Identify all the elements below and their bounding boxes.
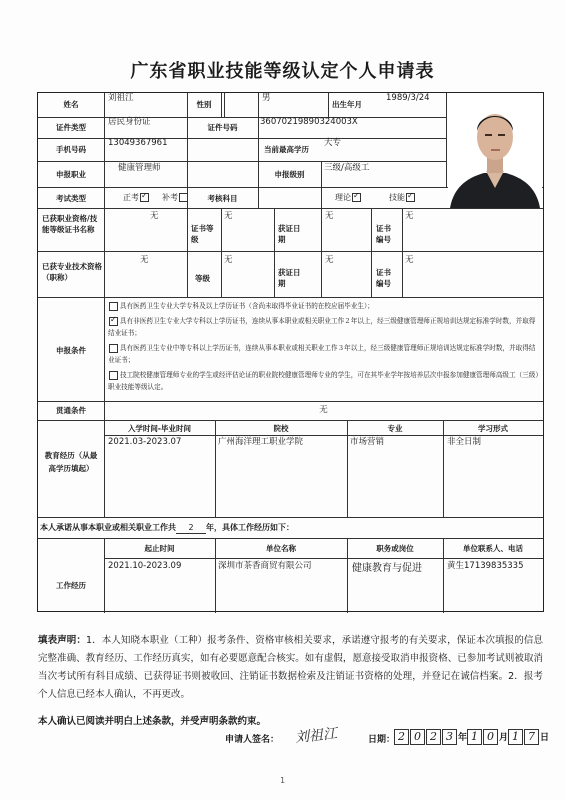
work-row-period: 2021.10-2023.09 [108, 561, 182, 571]
year-digit-3[interactable]: 2 [426, 729, 441, 745]
condition-checkbox[interactable] [109, 371, 118, 380]
work-header-position: 职务或岗位 [376, 544, 414, 553]
birth-value: 1989/3/24 [386, 93, 430, 103]
work-row-company: 深圳市茶香商贸有限公司 [218, 561, 312, 571]
cert-no-value: 无 [405, 211, 414, 221]
work-commitment: 本人承诺从事本职业或相关职业工作共 2 年，具体工作经历如下： [40, 523, 294, 532]
vocational-cert-label: 已获职业资格/技能等级证书名称 [42, 214, 98, 234]
penetration-value: 无 [319, 405, 328, 415]
edu-header-major: 专业 [387, 424, 403, 433]
day-digit-1[interactable]: 1 [508, 729, 523, 745]
tech-grade-value: 无 [224, 255, 233, 265]
day-digit-2[interactable]: 7 [524, 729, 539, 745]
exam-retake[interactable]: 补考 [162, 192, 188, 203]
cert-date-label: 获证日期 [278, 224, 301, 244]
date-label: 日期： [368, 735, 396, 745]
level-value: 三级/高级工 [324, 163, 370, 173]
edu-row-major: 市场营销 [350, 437, 385, 447]
work-row-contact: 黄生17139835335 [447, 561, 524, 571]
occupation-value: 健康管理师 [118, 163, 161, 173]
edu-row-period: 2021.03-2023.07 [108, 437, 182, 447]
regular-checkbox[interactable] [140, 193, 149, 202]
id-type-label: 证件类型 [56, 123, 86, 132]
work-history-label: 工作经历 [56, 581, 86, 590]
form-title: 广东省职业技能等级认定个人申请表 [130, 61, 435, 82]
gender-label: 性别 [196, 100, 212, 109]
signature-label: 申请人签名： [225, 735, 280, 745]
education-history-label: 教育经历（从最高学历填起） [44, 451, 98, 473]
subject-theory[interactable]: 理论✓ [335, 192, 361, 203]
tech-date-value: 无 [325, 255, 334, 265]
declaration-confirm: 本人确认已阅读并明白上述条款，并受声明条款约束。 [38, 716, 267, 727]
conditions-list [108, 300, 540, 396]
work-years[interactable]: 2 [176, 522, 206, 534]
condition-checkbox[interactable] [109, 302, 118, 311]
declaration: 填表声明：1．本人知晓本职业（工种）报考条件、资格审核相关要求，承诺遵守报考的有关要求，保证本次填报的信息完整准确、教育经历、工作经历真实，如有必要愿意配合核实。如有虚假，愿意接受取消申报资格、已参加考试则被取消当次考试所有科目成绩、已获得证书则被收回、注销证书数据检索及注销证书资格的处理，并登记在诚信档案。2．报考个人信息已经本人确认，不再更改。 [38, 635, 543, 700]
work-header-period: 起止时间 [144, 544, 175, 553]
applicant-signature: 刘祖江 [294, 725, 338, 747]
work-header-company: 单位名称 [266, 544, 296, 553]
tech-title-value: 无 [140, 255, 149, 265]
subject-label: 考核科目 [207, 194, 238, 203]
phone-value: 13049367961 [108, 138, 168, 148]
edu-header-form: 学习形式 [478, 424, 508, 433]
cert-date-value: 无 [325, 211, 334, 221]
cert-grade-value: 无 [224, 211, 233, 221]
theory-checkbox[interactable] [352, 193, 361, 202]
conditions-label: 申报条件 [56, 346, 86, 355]
exam-type-label: 考试类型 [56, 194, 86, 203]
name-label: 姓名 [63, 100, 79, 109]
tech-date-label: 获证日期 [278, 268, 301, 288]
year-digit-4[interactable]: 3 [442, 729, 457, 745]
tech-grade-label: 等级 [195, 274, 210, 283]
id-type-value: 居民身份证 [108, 117, 151, 127]
year-digit-1[interactable]: 2 [394, 729, 409, 745]
cert-no-label: 证书编号 [376, 224, 391, 244]
phone-label: 手机号码 [56, 145, 86, 154]
subject-skill[interactable]: 技能✓ [389, 192, 415, 203]
name-value: 刘祖江 [108, 93, 134, 103]
condition-item[interactable] [108, 300, 540, 312]
page-number: 1 [279, 776, 286, 785]
edu-header-period: 入学时间-毕业时间 [127, 424, 192, 433]
level-label: 申报级别 [274, 170, 305, 179]
work-row-position: 健康教育与促进 [352, 563, 422, 574]
tech-no-label: 证书编号 [376, 268, 391, 288]
penetration-label: 贯通条件 [56, 406, 86, 415]
edu-header-school: 院校 [273, 424, 289, 433]
year-digit-2[interactable]: 0 [410, 729, 425, 745]
vocational-cert-value: 无 [150, 211, 159, 221]
applicant-photo [448, 93, 542, 208]
condition-checkbox[interactable] [109, 344, 118, 353]
date-field[interactable]: 2 0 2 3 年 1 0 月 1 7 日 [394, 729, 549, 745]
exam-regular[interactable]: 正考✓ [123, 192, 149, 203]
condition-checkbox[interactable] [109, 317, 118, 326]
month-digit-2[interactable]: 0 [483, 729, 498, 745]
education-label: 当前最高学历 [264, 145, 309, 154]
tech-title-label: 已获专业技术资格（职称） [42, 262, 102, 282]
id-no-value: 36070219890324003X [260, 117, 358, 127]
education-value: 大专 [324, 138, 342, 148]
portrait-image [448, 93, 542, 208]
occupation-label: 申报职业 [56, 170, 86, 179]
skill-checkbox[interactable] [406, 193, 415, 202]
condition-item[interactable] [108, 315, 540, 339]
edu-row-form: 非全日制 [447, 437, 482, 447]
condition-text: 具有非医药卫生专业大学专科以上学历证书，连续从事本职业或相关职业工作２年以上，经三级健康管理师正规培训达规定标准学时数，并取得结业证书； [108, 317, 536, 337]
condition-text: 具有医药卫生专业中等专科以上学历证书，连续从事本职业或相关职业工作３年以上，经三级健康管理师正规培训达规定标准学时数，并取得结业证书； [108, 344, 536, 364]
condition-text: 具有医药卫生专业大学专科及以上学历证书（含尚未取得毕业证书的在校应届毕业生）； [120, 302, 374, 310]
cert-grade-label: 证书等级 [191, 224, 214, 244]
work-header-contact: 单位联系人、电话 [463, 544, 523, 553]
month-digit-1[interactable]: 1 [467, 729, 482, 745]
tech-no-value: 无 [405, 255, 414, 265]
condition-text: 技工院校健康管理师专业的学生或经评估论证的职业院校健康管理师专业的学生，可在其毕业学年按培养层次申报参加健康管理师高级工（三级）职业技能等级认定。 [108, 371, 539, 391]
edu-row-school: 广州海洋理工职业学院 [218, 437, 304, 447]
condition-item[interactable] [108, 369, 540, 393]
condition-item[interactable] [108, 342, 540, 366]
gender-value: 男 [262, 93, 271, 103]
birth-label: 出生年月 [332, 100, 362, 109]
id-no-label: 证件号码 [207, 123, 238, 132]
